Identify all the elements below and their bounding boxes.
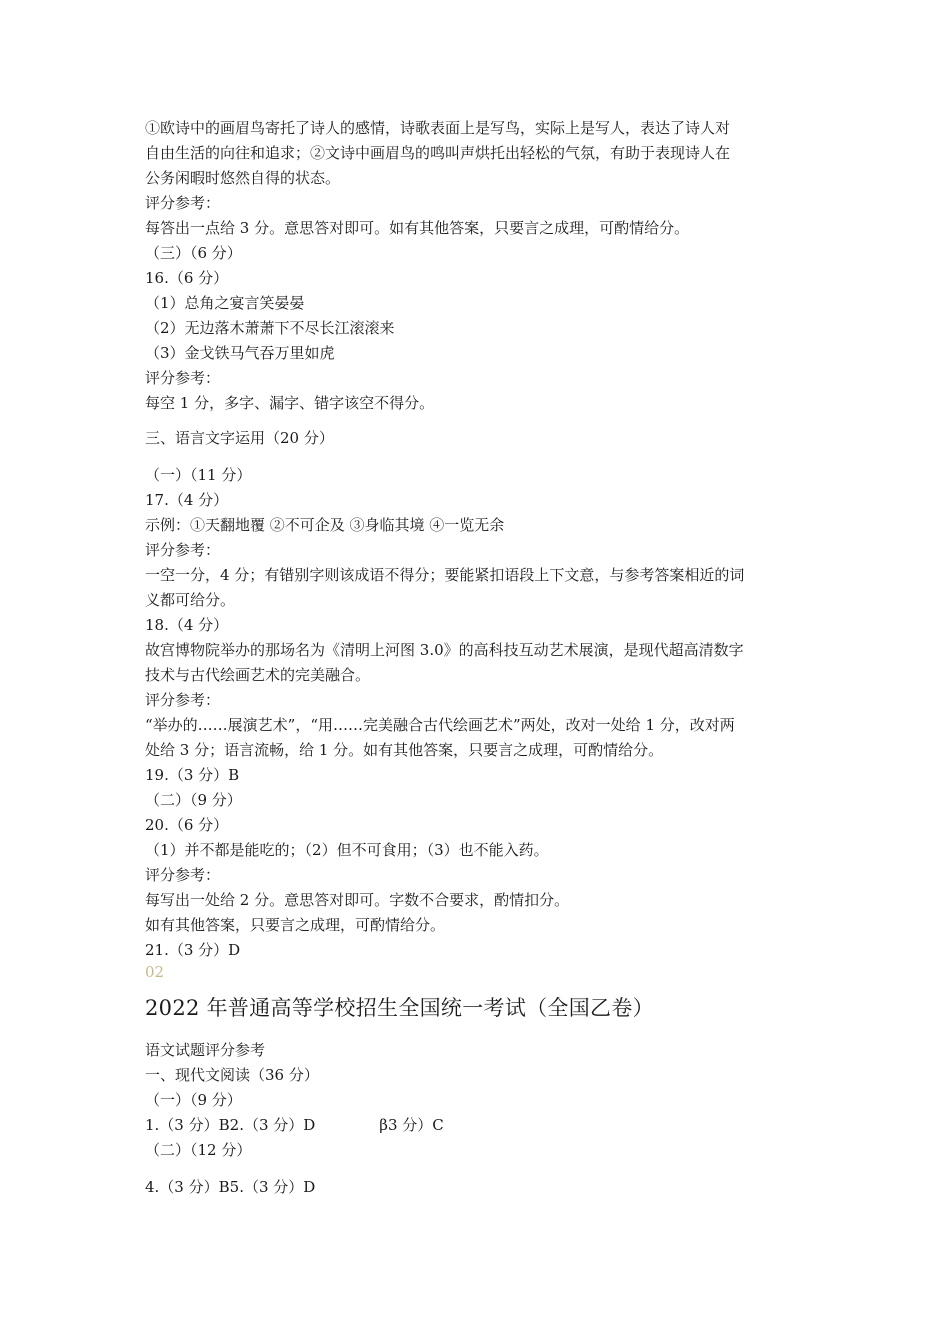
- text-line: 义都可给分。: [145, 591, 236, 609]
- section-heading: [145, 426, 810, 451]
- exam-title-block: [145, 990, 810, 1026]
- text-line: 处给 3 分；语言流畅，给 1 分。如有其他答案，只要言之成理，可酌情给分。: [145, 741, 664, 759]
- text-line: 公务闲暇时悠然自得的状态。: [145, 169, 341, 187]
- text-line: 评分参考：: [145, 194, 221, 212]
- text-line: 示例：①天翻地覆 ②不可企及 ③身临其境 ④一览无余: [145, 516, 505, 534]
- text-line: 故宫博物院举办的那场名为《清明上河图 3.0》的高科技互动艺术展演，是现代超高清数字: [145, 641, 744, 659]
- text-line: 评分参考：: [145, 541, 221, 559]
- text-line: （三）（6 分）: [145, 244, 242, 262]
- text-line: 评分参考：: [145, 691, 221, 709]
- answers-row-1: [145, 1113, 810, 1138]
- text-line: 每空 1 分，多字、漏字、错字该空不得分。: [145, 394, 435, 412]
- section-number-label: 02: [145, 963, 165, 981]
- text-line: 评分参考：: [145, 369, 221, 387]
- text-line: （一）（9 分）: [145, 1091, 242, 1109]
- text-line: 一、现代文阅读（36 分）: [145, 1066, 319, 1084]
- text-line: 每写出一处给 2 分。意思答对即可。字数不合要求，酌情扣分。: [145, 891, 570, 909]
- text-line: 17.（4 分）: [145, 491, 229, 509]
- text-line: （二）（9 分）: [145, 791, 242, 809]
- exam-title: 2022 年普通高等学校招生全国统一考试（全国乙卷）: [145, 996, 654, 1020]
- text-line: 自由生活的向往和追求；②文诗中画眉鸟的鸣叫声烘托出轻松的气氛，有助于表现诗人在: [145, 144, 731, 162]
- text-line: ①欧诗中的画眉鸟寄托了诗人的感情，诗歌表面上是写鸟，实际上是写人，表达了诗人对: [145, 119, 731, 137]
- text-line: 20.（6 分）: [145, 816, 229, 834]
- text-line: 评分参考：: [145, 866, 221, 884]
- section-3-heading: 三、语言文字运用（20 分）: [145, 429, 334, 447]
- text-line: 16.（6 分）: [145, 269, 229, 287]
- text-line: 18.（4 分）: [145, 616, 229, 634]
- scoring-intro: [145, 1038, 810, 1163]
- text-line: （二）（12 分）: [145, 1141, 252, 1159]
- text-line: （3）金戈铁马气吞万里如虎: [145, 344, 335, 362]
- text-line: 21.（3 分）D: [145, 941, 241, 959]
- text-line: （1）总角之宴言笑晏晏: [145, 294, 305, 312]
- text-line: “举办的……展演艺术”，“用……完美融合古代绘画艺术”两处，改对一处给 1 分，改对两: [145, 716, 735, 734]
- text-line: 如有其他答案，只要言之成理，可酌情给分。: [145, 916, 446, 934]
- text-line: （2）无边落木萧萧下不尽长江滚滚来: [145, 319, 395, 337]
- text-line: 语文试题评分参考: [145, 1041, 266, 1059]
- text-line: 每答出一点给 3 分。意思答对即可。如有其他答案，只要言之成理，可酌情给分。: [145, 219, 690, 237]
- answers-row-1-left: 1.（3 分）B2.（3 分）D: [145, 1116, 316, 1134]
- answer-section-poetry: [145, 116, 810, 416]
- answers-row-1-right: β3 分）C: [379, 1116, 444, 1134]
- text-line: 技术与古代绘画艺术的完美融合。: [145, 666, 371, 684]
- text-line: （一）（11 分）: [145, 466, 252, 484]
- answers-row-2-block: [145, 1175, 810, 1200]
- text-line: 一空一分，4 分；有错别字则该成语不得分；要能紧扣语段上下文意，与参考答案相近的词: [145, 566, 745, 584]
- answers-row-2: 4.（3 分）B5.（3 分）D: [145, 1178, 316, 1196]
- text-line: 19.（3 分）B: [145, 766, 240, 784]
- answer-section-language: [145, 463, 810, 963]
- section-number: [145, 960, 810, 985]
- text-line: （1）并不都是能吃的；（2）但不可食用；（3）也不能入药。: [145, 841, 549, 859]
